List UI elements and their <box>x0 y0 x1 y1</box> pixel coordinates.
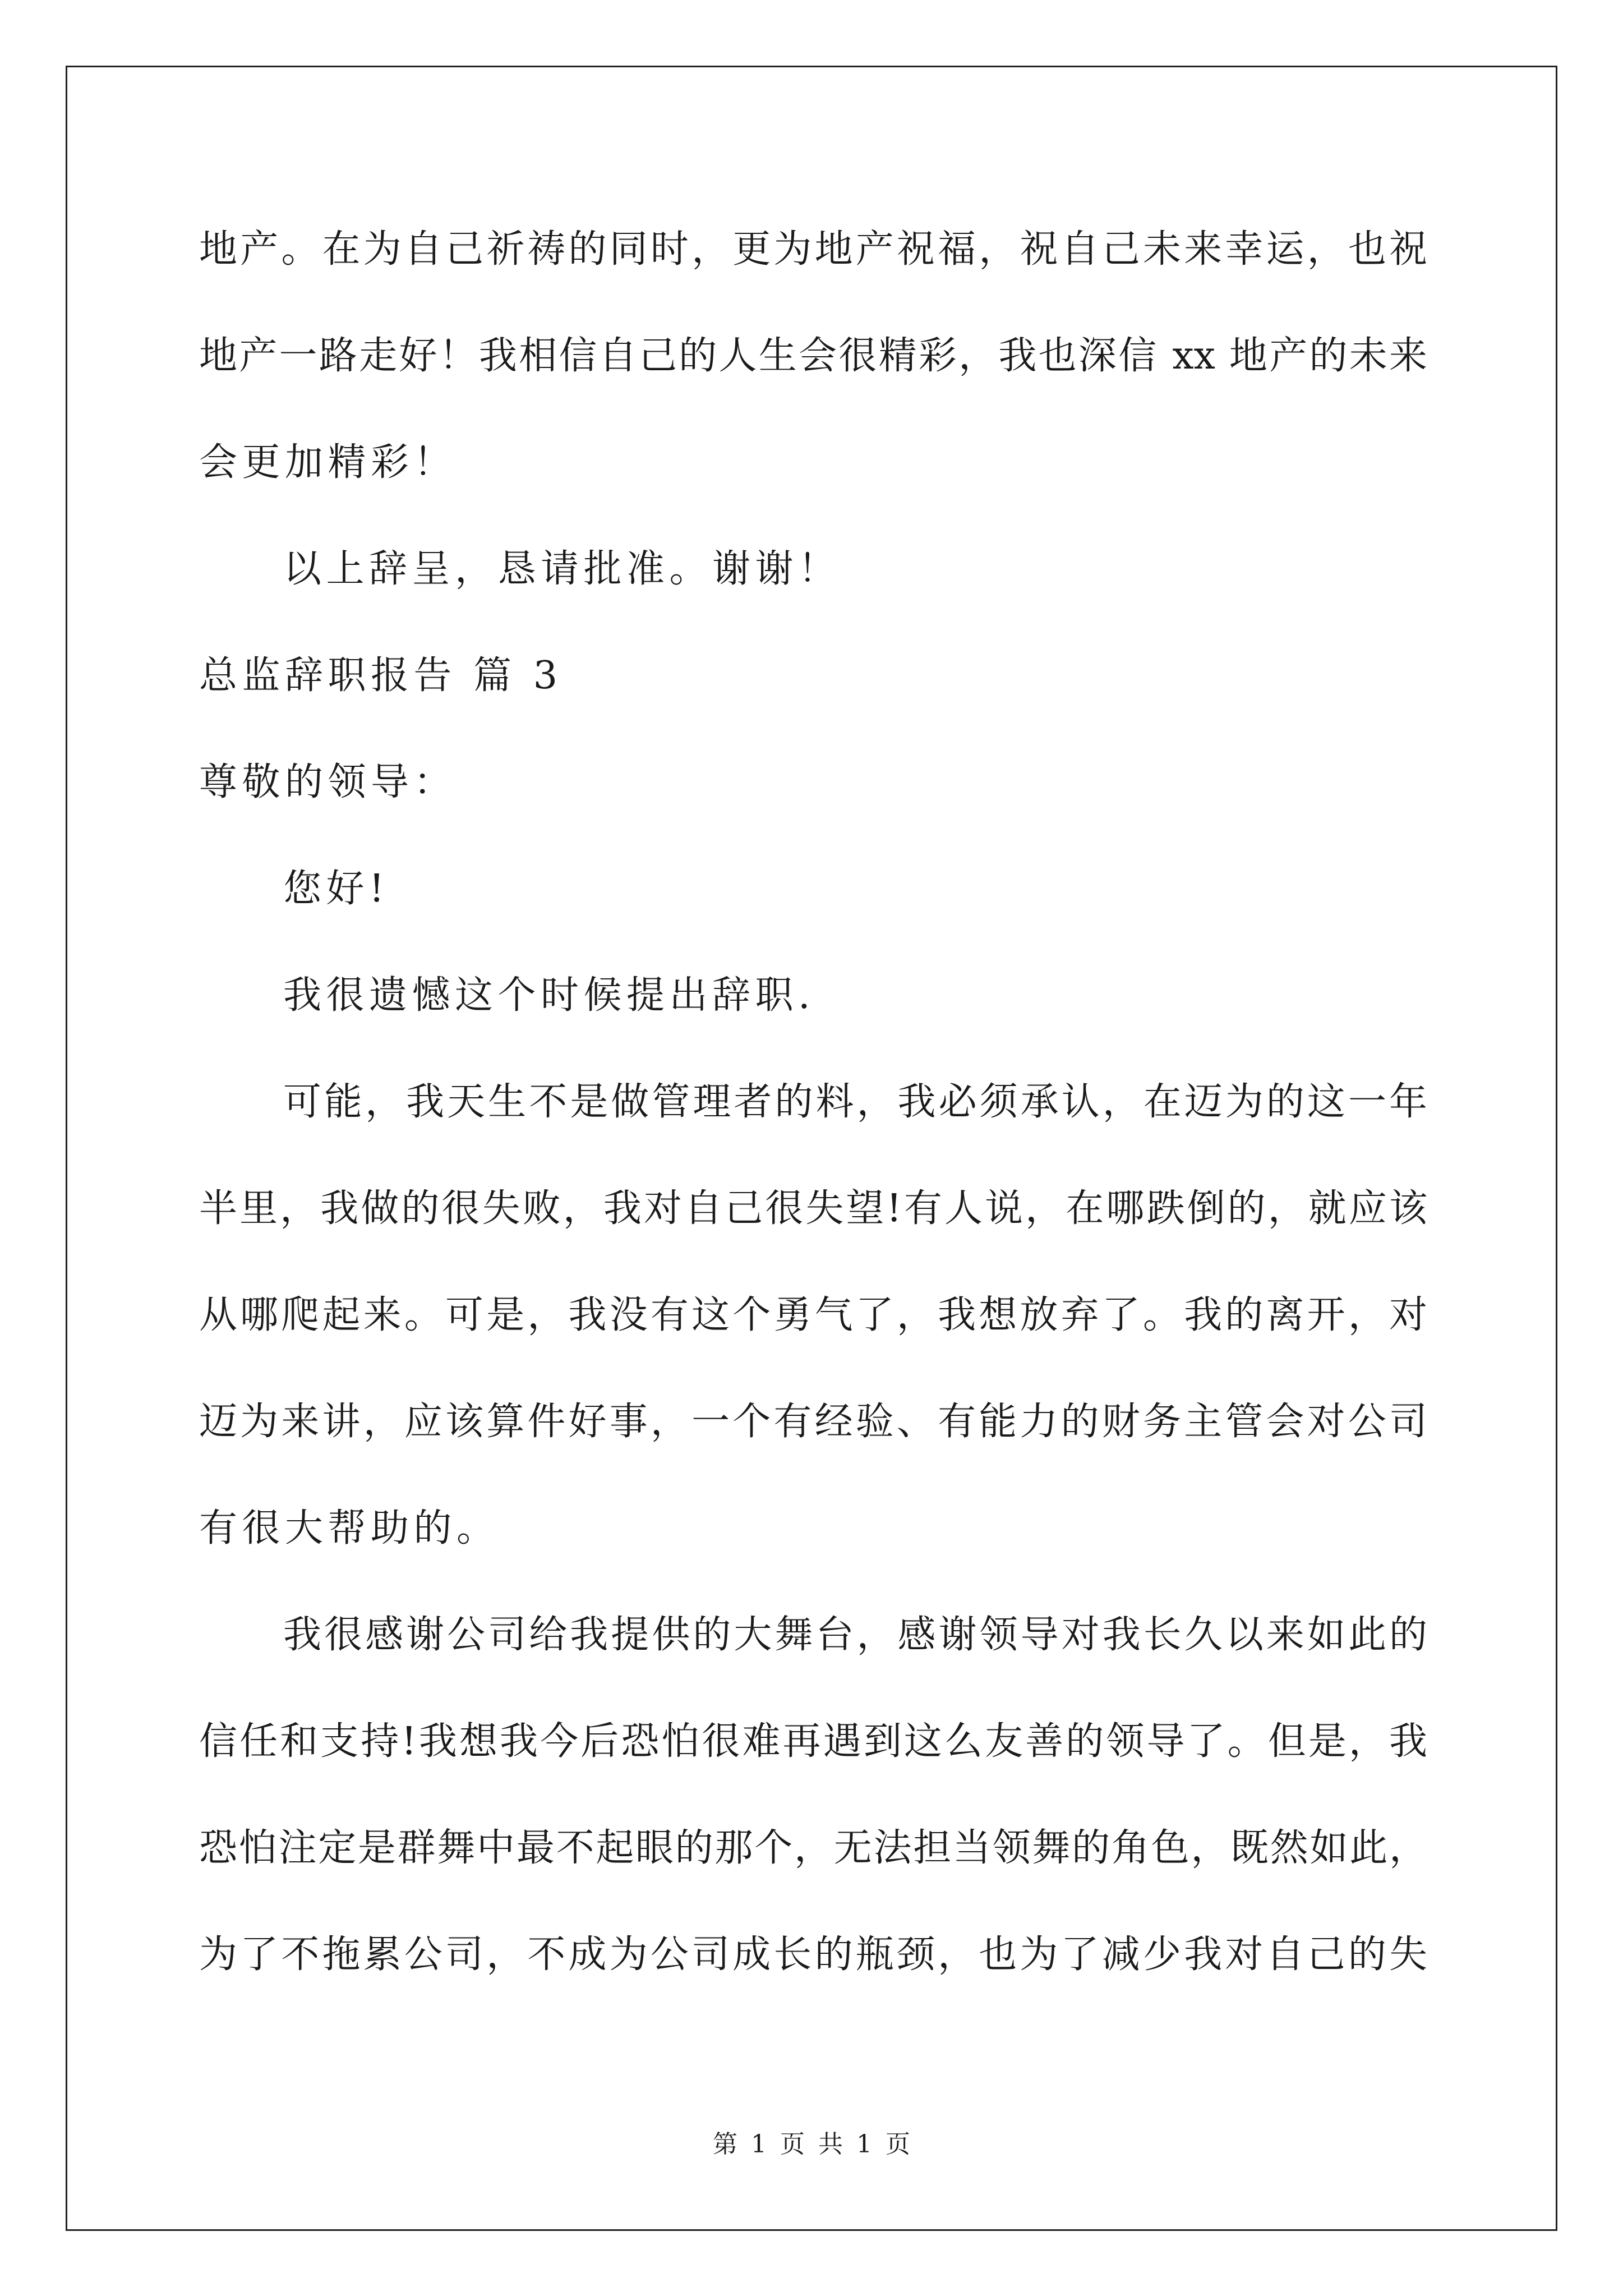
greeting: 您好! <box>283 867 389 911</box>
text-line: 可能，我天生不是做管理者的料，我必须承认，在迈为的这一年 <box>283 1080 1427 1124</box>
text-line: 我很遗憾这个时候提出辞职. <box>283 973 815 1018</box>
section-heading: 总监辞职报告 篇 3 <box>199 654 562 698</box>
text-line: 信任和支持!我想我今后恐怕很难再遇到这么友善的领导了。但是，我 <box>199 1719 1427 1764</box>
text-line: 从哪爬起来。可是，我没有这个勇气了，我想放弃了。我的离开，对 <box>199 1293 1427 1337</box>
text-line: 半里，我做的很失败，我对自己很失望!有人说，在哪跌倒的，就应该 <box>199 1186 1427 1231</box>
text-line: 以上辞呈，恳请批准。谢谢！ <box>283 547 841 591</box>
page-footer: 第 1 页 共 1 页 <box>713 2130 910 2159</box>
page-border <box>66 66 1557 2231</box>
text-line: 会更加精彩！ <box>199 440 457 485</box>
text-line: 恐怕注定是群舞中最不起眼的那个，无法担当领舞的角色，既然如此， <box>199 1826 1427 1870</box>
text-line: 地产一路走好！我相信自己的人生会很精彩，我也深信 xx 地产的未来 <box>199 334 1427 378</box>
text-line: 我很感谢公司给我提供的大舞台，感谢领导对我长久以来如此的 <box>283 1613 1427 1657</box>
text-line: 有很大帮助的。 <box>199 1506 500 1550</box>
text-line: 为了不拖累公司，不成为公司成长的瓶颈，也为了减少我对自己的失 <box>199 1932 1427 1977</box>
text-line: 迈为来讲，应该算件好事，一个有经验、有能力的财务主管会对公司 <box>199 1400 1427 1444</box>
salutation: 尊敬的领导： <box>199 760 457 804</box>
text-line: 地产。在为自己祈祷的同时，更为地产祝福，祝自己未来幸运，也祝 <box>199 227 1427 272</box>
